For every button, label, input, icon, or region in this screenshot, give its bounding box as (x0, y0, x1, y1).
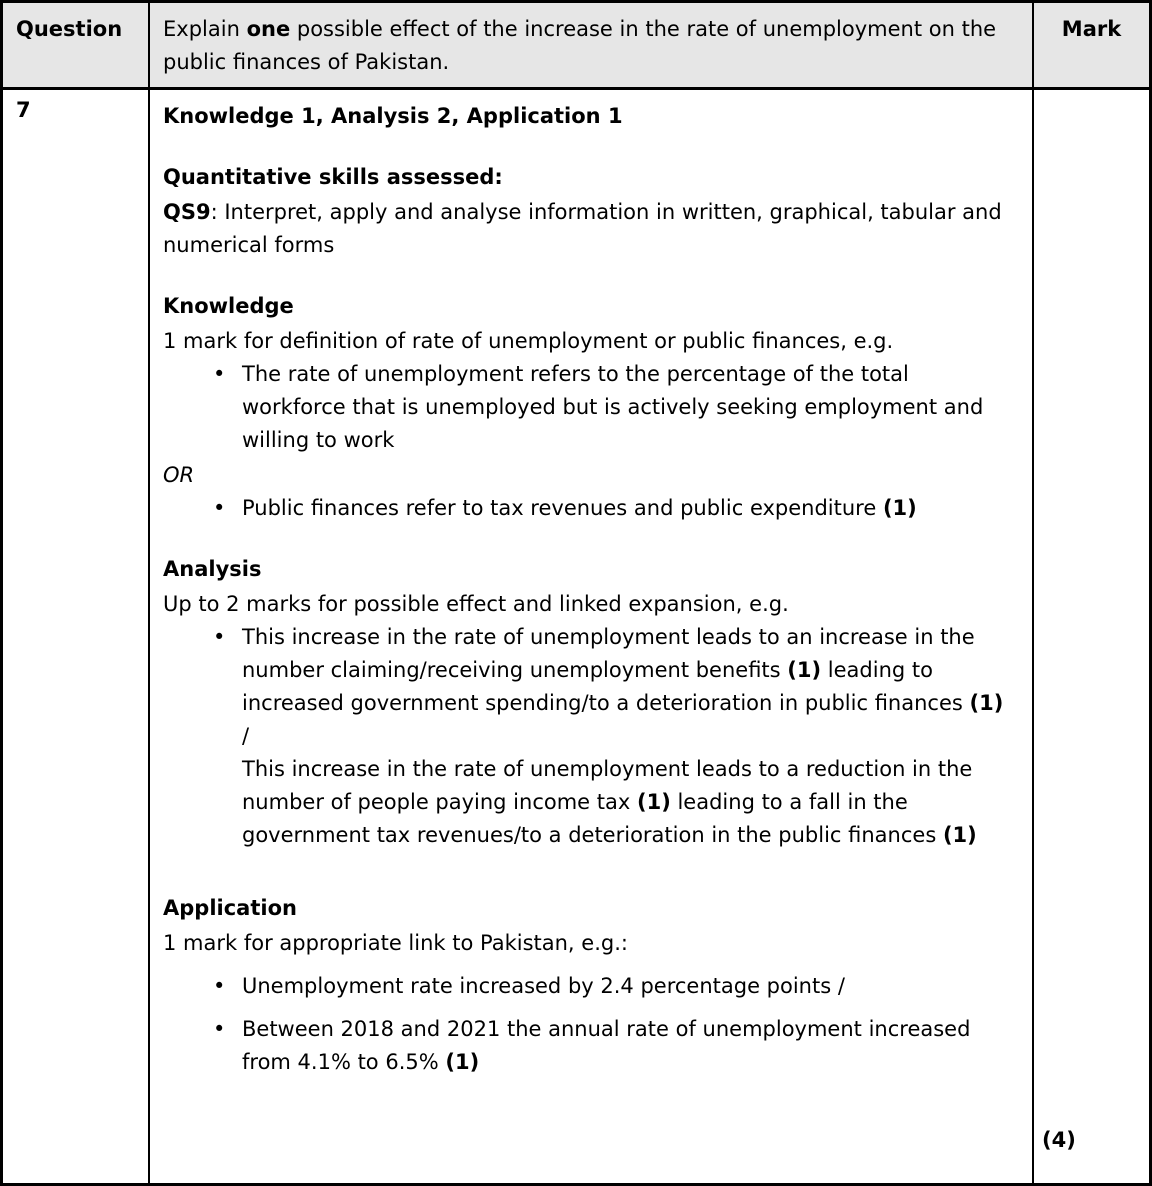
text-run: : Interpret, apply and analyse information in written, graphical, tabular and numerical forms (163, 200, 1002, 257)
question-column-header: Question (3, 3, 150, 90)
bold-text-run: one (246, 17, 291, 41)
bold-text-run: (1) (882, 496, 917, 520)
para-block (163, 325, 1018, 358)
text-run: Quantitative skills assessed: (163, 165, 503, 189)
text-run: The rate of unemployment refers to the percentage of the total workforce that is unemployed but is actively seeking employment and willing to work (242, 362, 984, 452)
text-run: leading to a fall in the government tax revenues/to a deterioration in the public finances (242, 790, 943, 847)
para-block (163, 588, 1018, 621)
bold-text-run: (1) (942, 823, 977, 847)
mark-cell (1034, 90, 1149, 1183)
bold-text-run: (1) (636, 790, 671, 814)
bullet-item (163, 1013, 1018, 1079)
bold-text-run: (1) (969, 691, 1004, 715)
heading-block (163, 290, 1018, 323)
bold-text-run: (1) (787, 658, 822, 682)
text-run: Explain (163, 17, 247, 41)
bullet-item (163, 621, 1018, 852)
text-run: 1 mark for appropriate link to Pakistan, e.g.: (163, 931, 628, 955)
text-run: Between 2018 and 2021 the annual rate of unemployment increased from 4.1% to 6.5% (242, 1017, 971, 1074)
mark-scheme-content (150, 90, 1034, 1183)
text-run: Analysis (163, 557, 262, 581)
heading-block (163, 892, 1018, 925)
bullet-item (163, 492, 1018, 525)
italic-text-run: OR (163, 463, 195, 487)
text-run: Knowledge 1, Analysis 2, Application 1 (163, 104, 623, 128)
text-run: Unemployment rate increased by 2.4 percentage points / (242, 974, 845, 998)
para-block (163, 196, 1018, 262)
mark-value: (4) (1042, 1128, 1076, 1152)
mark-column-header: Mark (1034, 3, 1149, 90)
heading-block (163, 161, 1018, 194)
text-run: possible effect of the increase in the rate of unemployment on the public finances of Pakistan. (163, 17, 997, 74)
question-number: 7 (3, 90, 150, 1183)
text-run: Application (163, 896, 297, 920)
text-run: Up to 2 marks for possible effect and linked expansion, e.g. (163, 592, 789, 616)
text-run: 1 mark for definition of rate of unemployment or public finances, e.g. (163, 329, 894, 353)
bold-text-run: QS9 (163, 200, 211, 224)
question-text (150, 3, 1034, 90)
bullet-item (163, 970, 1018, 1003)
text-run: This increase in the rate of unemployment leads to an increase in the number claiming/receiving unemployment benefits (242, 625, 975, 682)
para-block (163, 927, 1018, 960)
text-run: This increase in the rate of unemployment leads to a reduction in the number of people paying income tax (242, 757, 973, 814)
para-block (163, 459, 1018, 492)
text-run: / (242, 724, 250, 748)
text-run: Knowledge (163, 294, 294, 318)
bold-text-run: (1) (445, 1050, 480, 1074)
heading-block (163, 100, 1018, 133)
bullet-item (163, 358, 1018, 457)
text-run: leading to increased government spending/to a deterioration in public finances (242, 658, 970, 715)
text-run: Public finances refer to tax revenues and public expenditure (242, 496, 883, 520)
heading-block (163, 553, 1018, 586)
